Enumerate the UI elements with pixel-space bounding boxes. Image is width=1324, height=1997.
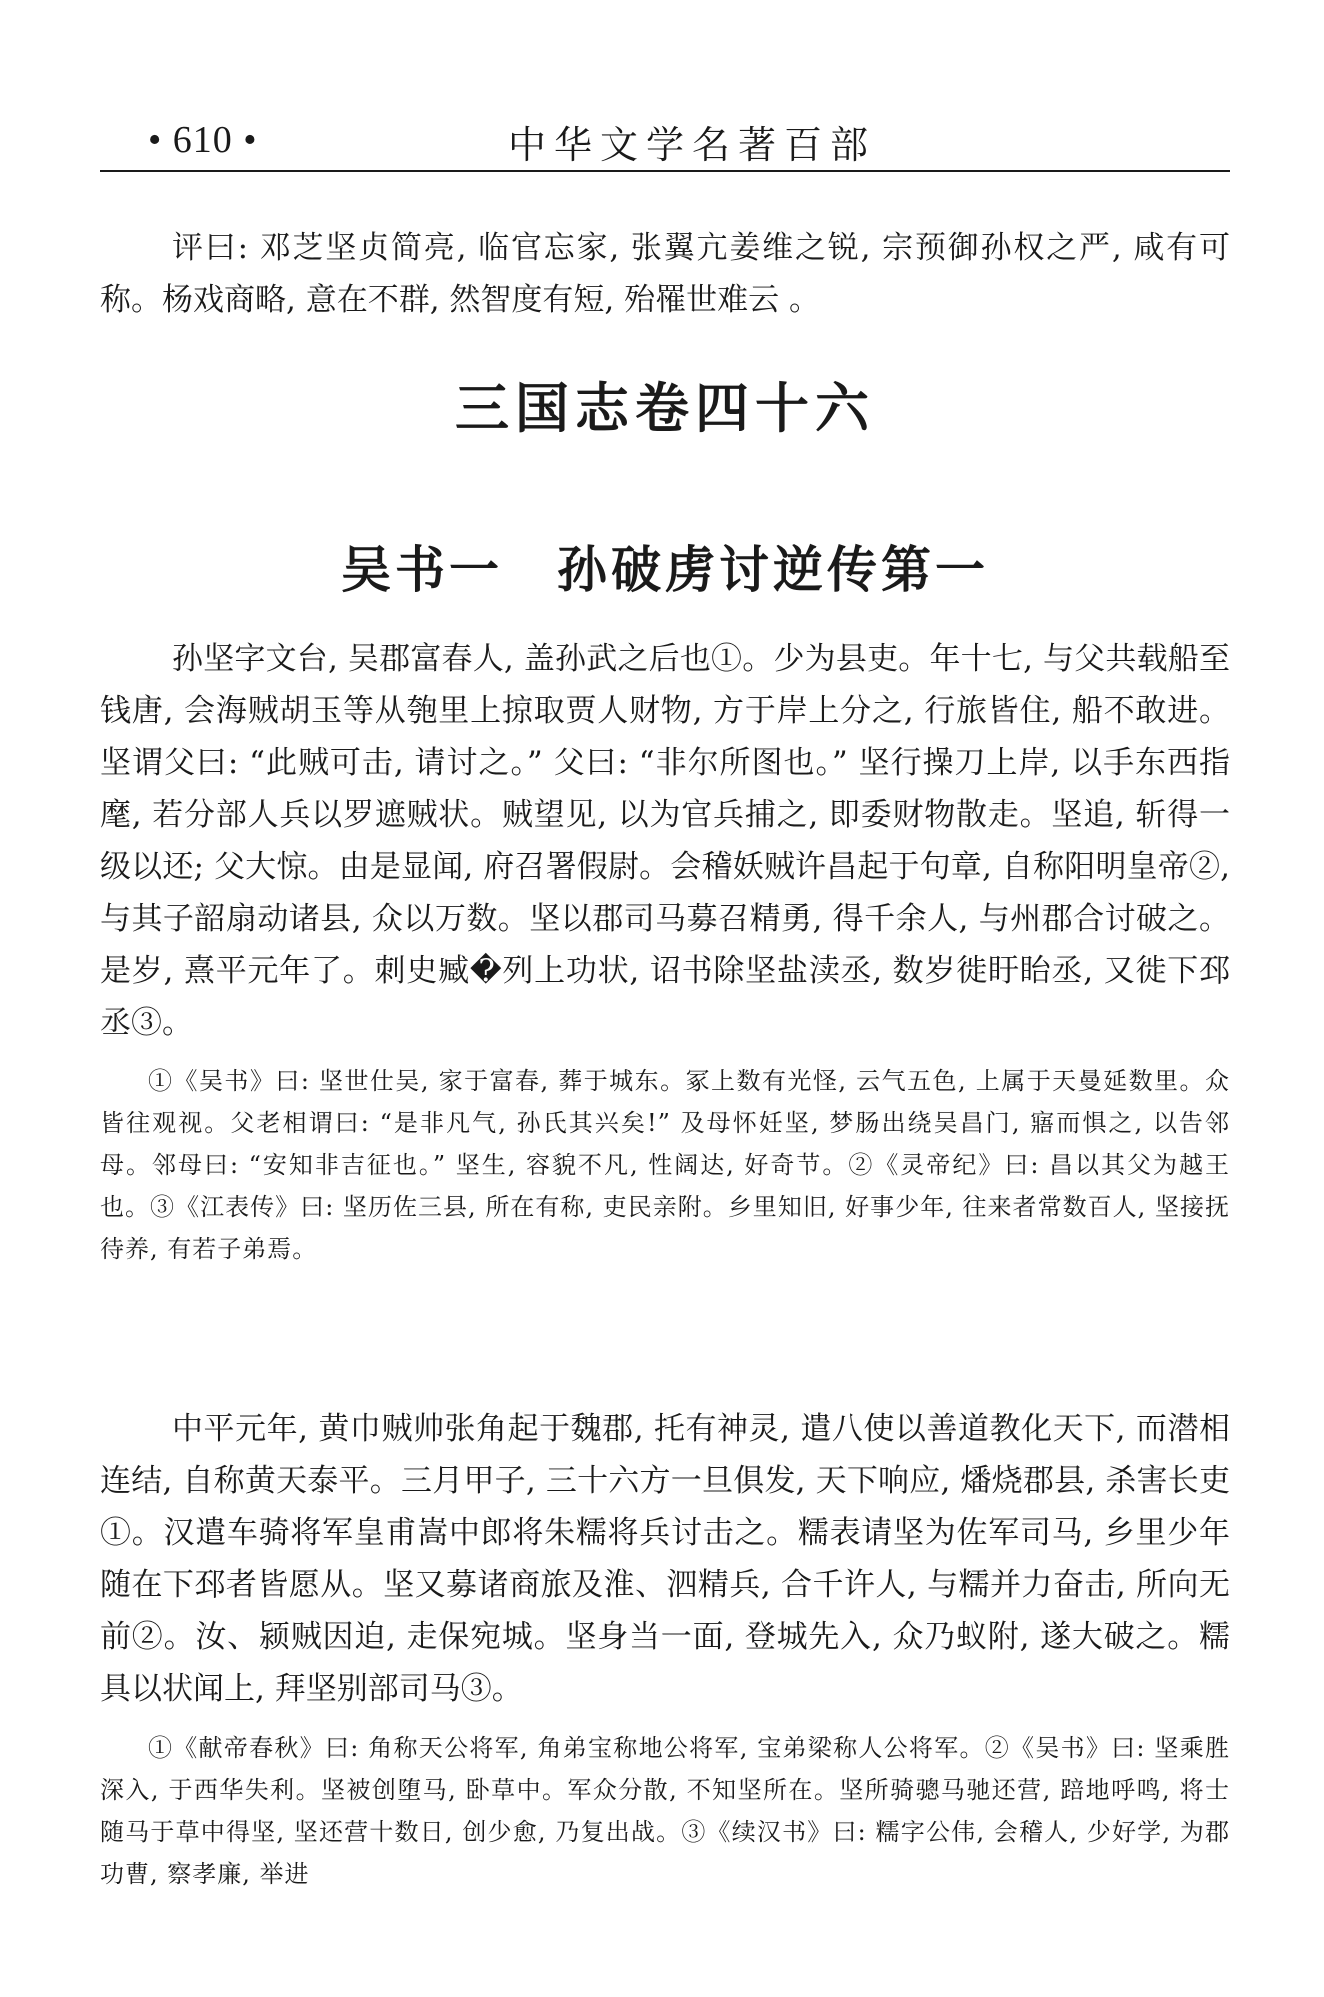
body-paragraph: 孙坚字文台, 吴郡富春人, 盖孙武之后也①。少为县吏。年十七, 与父共载船至钱唐, 会海贼胡玉等从匏里上掠取贾人财物, 方于岸上分之, 行旅皆住, 船不敢进。坚谓父曰: “此贼可击, 请讨之。” 父曰: “非尔所图也。” 坚行操刀上岸, 以手东西指麾, 若分部人兵以罗遮贼状。贼望见, 以为官兵捕之, 即委财物散走。坚追, 斩得一级以还; 父大惊。由是显闻, 府召署假尉。会稽妖贼许昌起于句章, 自称阳明皇帝②, 与其子韶扇动诸县, 众以万数。坚以郡司马募召精勇, 得千余人, 与州郡合讨破之。是岁, 熹平元年了。刺史臧�列上功状, 诏书除坚盐渎丞, 数岁徙盱眙丞, 又徙下邳丞③。 bbox=[100, 641, 1230, 1041]
commentary-paragraph: 评曰: 邓芝坚贞简亮, 临官忘家, 张翼亢姜维之锐, 宗预御孙权之严, 咸有可称。杨戏商略, 意在不群, 然智度有短, 殆罹世难云 。 bbox=[100, 230, 1230, 318]
volume-title: 三国志卷四十六 bbox=[455, 377, 875, 440]
running-header bbox=[100, 108, 1230, 168]
body-paragraph: 中平元年, 黄巾贼帅张角起于魏郡, 托有神灵, 遣八使以善道教化天下, 而潜相连结, 自称黄天泰平。三月甲子, 三十六方一旦俱发, 天下响应, 燔烧郡县, 杀害长吏①。汉遣车骑将军皇甫嵩中郎将朱糯将兵讨击之。糯表请坚为佐军司马, 乡里少年随在下邳者皆愿从。坚又募诸商旅及淮、泗精兵, 合千许人, 与糯并力奋击, 所向无前②。汝、颍贼因迫, 走保宛城。坚身当一面, 登城先入, 众乃蚁附, 遂大破之。糯具以状闻上, 拜坚别部司马③。 bbox=[100, 1411, 1230, 1707]
chapter-title: 吴书一 孙破虏讨逆传第一 bbox=[341, 541, 989, 599]
annotation-note: ①《吴书》曰: 坚世仕吴, 家于富春, 葬于城东。冢上数有光怪, 云气五色, 上属于天曼延数里。众皆往观视。父老相谓曰: “是非凡气, 孙氏其兴矣!” 及母怀妊坚, 梦肠出绕吴昌门, 寤而惧之, 以告邻母。邻母曰: “安知非吉征也。” 坚生, 容貌不凡, 性阔达, 好奇节。②《灵帝纪》曰: 昌以其父为越王也。③《江表传》曰: 坚历佐三县, 所在有称, 吏民亲附。乡里知旧, 好事少年, 往来者常数百人, 坚接抚待养, 有若子弟焉。 bbox=[100, 1067, 1230, 1263]
page-number: • 610 • bbox=[148, 119, 258, 161]
annotation-note: ①《献帝春秋》曰: 角称天公将军, 角弟宝称地公将军, 宝弟梁称人公将军。②《吴书》曰: 坚乘胜深入, 于西华失利。坚被创堕马, 卧草中。军众分散, 不知坚所在。坚所骑骢马驰还营, 踣地呼鸣, 将士随马于草中得坚, 坚还营十数日, 创少愈, 乃复出战。③《续汉书》曰: 糯字公伟, 会稽人, 少好学, 为郡功曹, 察孝廉, 举进 bbox=[100, 1734, 1230, 1888]
header-rule bbox=[100, 170, 1230, 172]
book-title: 中华文学名著百部 bbox=[508, 123, 877, 167]
